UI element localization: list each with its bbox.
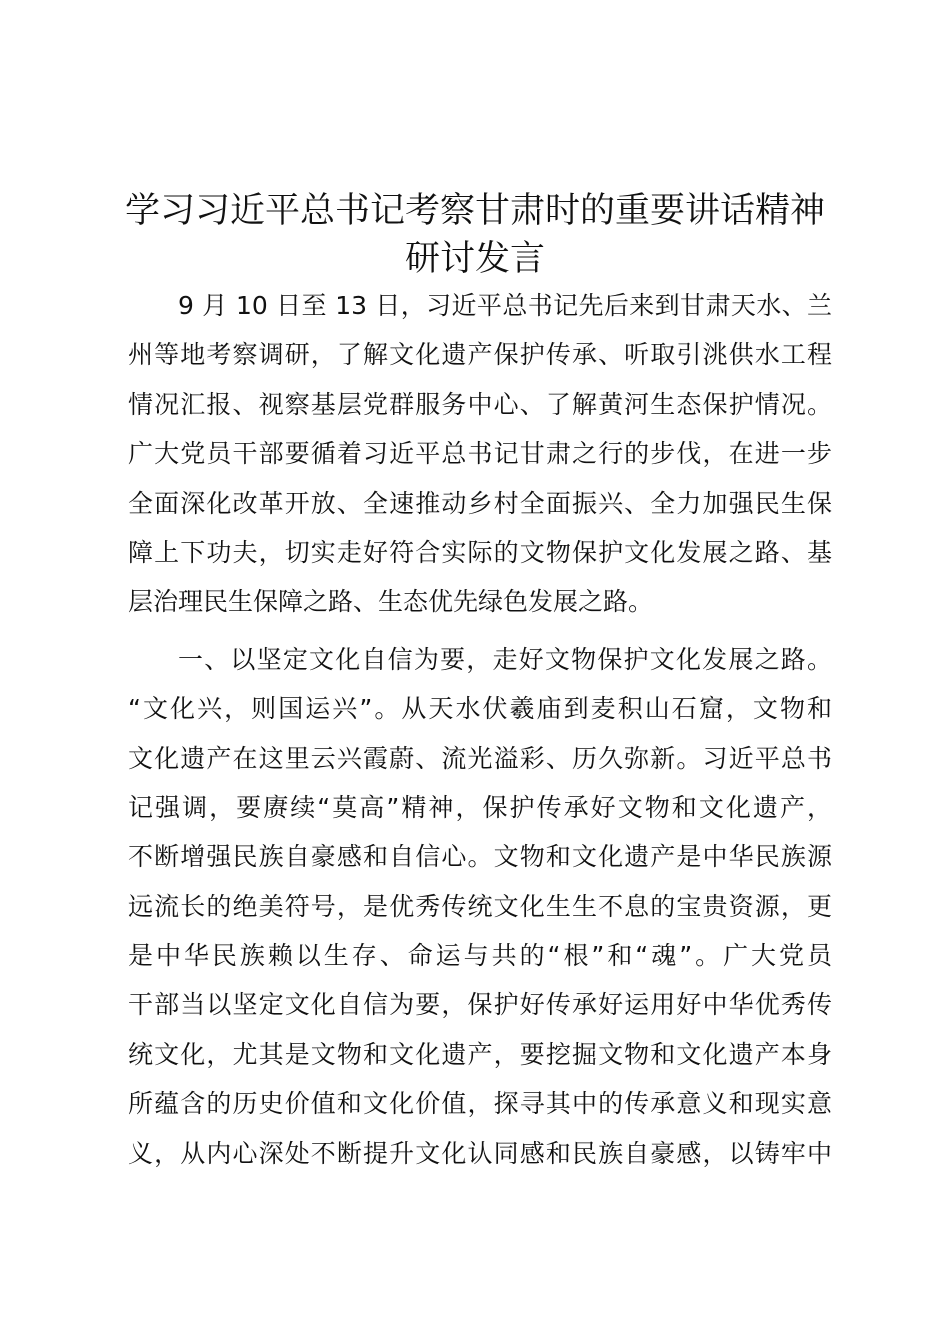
- text-line: 全面深化改革开放、全速推动乡村全面振兴、全力加强民生保: [128, 488, 832, 518]
- text-line: 州等地考察调研，了解文化遗产保护传承、听取引洮供水工程: [128, 340, 832, 370]
- paragraph-gap: [128, 627, 832, 635]
- text-line: 不断增强民族自豪感和自信心。文物和文化遗产是中华民族源: [128, 842, 832, 872]
- text-line: 干部当以坚定文化自信为要，保护好传承好运用好中华优秀传: [128, 990, 832, 1020]
- section-heading-line: 一、以坚定文化自信为要，走好文物保护文化发展之路。: [178, 644, 832, 674]
- text-line: 9 月 10 日至 13 日，习近平总书记先后来到甘肃天水、兰: [178, 291, 832, 320]
- text-line: 是中华民族赖以生存、命运与共的“根”和“魂”。广大党员: [128, 941, 832, 971]
- text-line: 远流长的绝美符号，是优秀传统文化生生不息的宝贵资源，更: [128, 891, 832, 921]
- paragraph-intro: [128, 281, 832, 627]
- paragraph-section-1: [128, 635, 832, 1178]
- text-line: 统文化，尤其是文物和文化遗产，要挖掘文物和文化遗产本身: [128, 1039, 832, 1069]
- document-title-line-2: 研讨发言: [404, 239, 545, 279]
- text-line: 广大党员干部要循着习近平总书记甘肃之行的步伐，在进一步: [128, 439, 832, 469]
- text-line: 所蕴含的历史价值和文化价值，探寻其中的传承意义和现实意: [128, 1089, 832, 1119]
- text-line: 记强调，要赓续“莫高”精神，保护传承好文物和文化遗产，: [128, 792, 832, 822]
- text-line: 层治理民生保障之路、生态优先绿色发展之路。: [128, 587, 654, 617]
- document-title-line-1: 学习习近平总书记考察甘肃时的重要讲话精神: [124, 191, 825, 231]
- text-line: “文化兴，则国运兴”。从天水伏羲庙到麦积山石窟，文物和: [128, 694, 832, 724]
- text-line: 障上下功夫，切实走好符合实际的文物保护文化发展之路、基: [128, 537, 832, 567]
- text-line: 文化遗产在这里云兴霞蔚、流光溢彩、历久弥新。习近平总书: [128, 743, 832, 773]
- text-line: 情况汇报、视察基层党群服务中心、了解黄河生态保护情况。: [128, 389, 832, 419]
- document-body: [128, 281, 832, 1178]
- text-line: 义，从内心深处不断提升文化认同感和民族自豪感，以铸牢中: [128, 1138, 832, 1168]
